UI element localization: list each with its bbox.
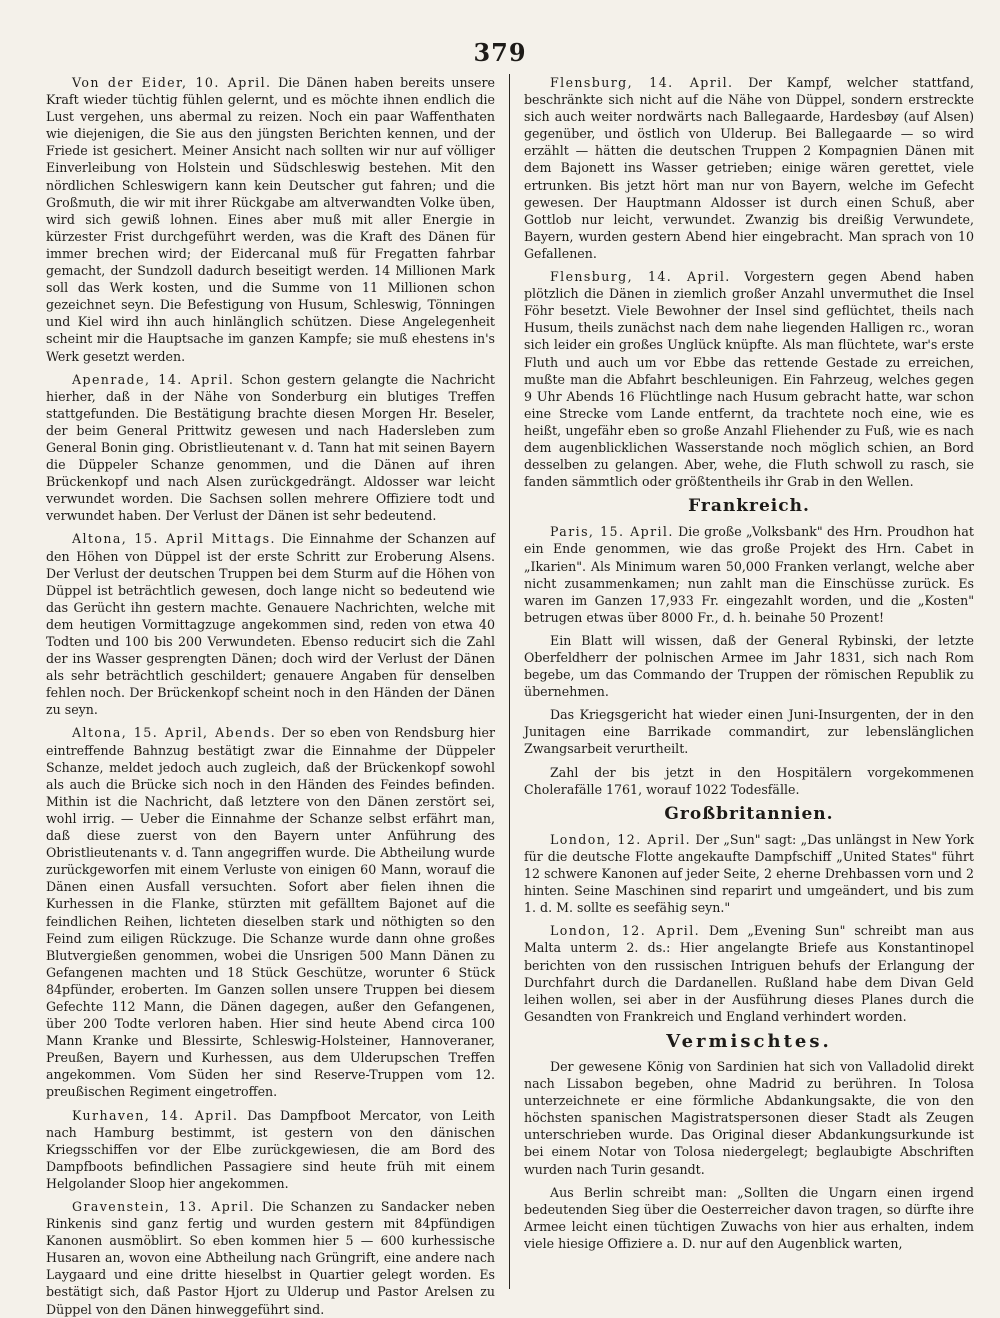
- dateline: Gravenstein, 13. April.: [72, 1199, 255, 1214]
- right-column: [510, 74, 974, 1289]
- dateline: Altona, 15. April, Abends.: [72, 725, 277, 741]
- article-text: Der gewesene König von Sardinien hat sich von Valladolid direkt nach Lissabon begeben, ohne Madrid zu berühren. In Tolosa unterzeichnete er eine förmliche Abdankungsakte, die von den höchsten spanischen Magistratspersonen dieser Stadt als Zeugen unterschrieben wurde. Das Original dieser Abdankungsurkunde ist bei einem Notar von Tolosa niedergelegt; beglaubigte Abschriften wurden nach Turin gesandt.: [524, 1058, 974, 1177]
- article-cholera: [524, 764, 974, 798]
- article-gravenstein: [46, 1198, 495, 1318]
- columns: [46, 74, 974, 1317]
- left-column: [46, 74, 510, 1317]
- section-heading-france: Frankreich.: [688, 496, 810, 517]
- article-text: Schon gestern gelangte die Nachricht hierher, daß in der Nähe von Sonderburg ein blutiges Treffen stattgefunden. Die Bestätigung brachte diesen Morgen Hr. Beseler, der beim General Prittwitz gewesen und nach Hadersleben zum General Bonin ging. Obristlieutenant v. d. Tann hat mit seinen Bayern die Düppeler Schanze genommen, und die Dänen auf ihren Brückenkopf und nach Alsen zurückgedrängt. Aldosser war leicht verwundet worden. Die Sachsen sollen mehrere Offiziere todt und verwundet haben. Der Verlust der Dänen ist sehr bedeutend.: [46, 371, 495, 524]
- page-number: 379: [473, 38, 527, 67]
- article-text: Ein Blatt will wissen, daß der General Rybinski, der letzte Oberfeldherr der polnischen Armee im Jahr 1831, sich nach Rom begebe, um das Commando der Truppen der römischen Republik zu übernehmen.: [524, 632, 974, 700]
- article-text: Das Dampfboot Mercator, von Leith nach Hamburg bestimmt, ist gestern von den dänischen Kriegsschiffen vor der Elbe zurückgewiesen, die am Bord des Dampfboots befindlichen Passagiere sind heute früh mit einem Helgolander Sloop hier angekommen.: [46, 1107, 495, 1191]
- article-text: Der so eben von Rendsburg hier eintreffende Bahnzug bestätigt zwar die Einnahme der Düppeler Schanze, meldet jedoch auch zugleich, daß der Brückenkopf sowohl als auch die Brücke sich noch in den Händen des Feindes befinden. Mithin ist die Nachricht, daß letztere von den Dänen zerstört sei, wohl irrig. — Ueber die Einnahme der Schanze selbst erfährt man, daß diese zuerst von den Bayern unter Anführung des Obristlieutenants v. d. Tann angegriffen wurde. Die Abtheilung wurde zurückgeworfen mit einem Verluste von einigen 60 Mann, worauf die Dänen einen Ausfall versuchten. Sofort aber fielen ihnen die Kurhessen in die Flanke, stürzten mit gefälltem Bajonet auf die feindlichen Reihen, lichteten dieselben stark und nöthigten so den Feind zum eiligen Rückzuge. Die Schanze wurde dann ohne großes Blutvergießen genommen, wobei die Unsrigen 500 Mann Dänen zu Gefangenen machten und 18 Stück Geschütze, worunter 6 Stück 84pfünder, eroberten. Im Ganzen sollen unsere Truppen bei diesem Gefechte 112 Mann, die Dänen dagegen, außer den Gefangenen, über 200 Todte verloren haben. Hier sind heute Abend circa 100 Mann Kranke und Blessirte, Schleswig-Holsteiner, Hannoveraner, Preußen, Bayern und Kurhessen, aus dem Ulderupschen Treffen angekommen. Vom Süden her sind Reserve-Truppen vom 12. preußischen Regiment eingetroffen.: [46, 725, 495, 1100]
- article-flensburg-2: [524, 268, 974, 490]
- article-berlin: [524, 1184, 974, 1252]
- article-text: Dem „Evening Sun" schreibt man aus Malta unterm 2. ds.: Hier angelangte Briefe aus Konstantinopel berichten von den russischen Intriguen behufs der Erlangung der Durchfahrt durch die Dardanellen. Rußland habe dem Divan Geld leihen wollen, sei aber in der Ausführung dieses Planes durch die Gesandten von Frankreich und England verhindert worden.: [524, 923, 974, 1024]
- article-altona-evening: [46, 724, 495, 1100]
- dateline: Paris, 15. April.: [550, 524, 674, 540]
- article-flensburg-1: [524, 74, 974, 262]
- article-london-sun: [524, 831, 974, 916]
- dateline: Kurhaven, 14. April.: [72, 1107, 239, 1123]
- article-paris: [524, 523, 974, 626]
- dateline: Flensburg, 14. April.: [550, 75, 734, 90]
- dateline: London, 12. April.: [550, 923, 701, 939]
- article-text: Die Schanzen zu Sandacker neben Rinkenis sind ganz fertig und wurden gestern mit 84pfündigen Kanonen ausmöblirt. So eben kommen hier 5 — 600 kurhessische Husaren an, wovon eine Abtheilung nach Grüngrift, eine andere nach Laygaard und eine dritte hieselbst in Quartier gelegt worden. Es bestätigt sich, daß Pastor Hjort zu Ulderup und Pastor Arelsen zu Düppel von den Dänen hinweggeführt sind.: [46, 1199, 495, 1317]
- article-apenrade: [46, 371, 495, 525]
- article-text: Zahl der bis jetzt in den Hospitälern vorgekommenen Cholerafälle 1761, worauf 1022 Todesfälle.: [524, 764, 974, 797]
- article-kurhaven: [46, 1107, 495, 1192]
- article-text: Die Einnahme der Schanzen auf den Höhen von Düppel ist der erste Schritt zur Eroberung Alsens. Der Verlust der deutschen Truppen bei dem Sturm auf die Höhen von Düppel ist beträchtlich gewesen, doch lange nicht so bedeutend wie das Gerücht ihn gestern machte. Genauere Nachrichten, welche mit dem heutigen Vormittagzuge angekommen sind, reden von etwa 40 Todten und 100 bis 200 Verwundeten. Ebenso reducirt sich die Zahl der ins Wasser gesprengten Dänen; doch wird der Verlust der Dänen als sehr beträchtlich geschildert; genauere Angaben für denselben fehlen noch. Der Brückenkopf scheint noch in den Händen der Dänen zu seyn.: [46, 531, 495, 718]
- article-altona-noon: [46, 530, 495, 718]
- article-text: Der Kampf, welcher stattfand, beschränkte sich nicht auf die Nähe von Düppel, sondern erstreckte sich auch weiter nordwärts nach Ballegaarde, Hardesbøy (auf Alsen) gegenüber, und östlich von Ulderup. Bei Ballegaarde — so wird erzählt — hätten die deutschen Truppen 2 Kompagnien Dänen mit dem Bajonett ins Wasser getrieben; einige wären gerettet, viele ertrunken. Bis jetzt hört man nur von Bayern, welche im Gefecht gewesen. Der Hauptmann Aldosser ist durch einen Schuß, aber Gottlob nur leicht, verwundet. Zwanzig bis dreißig Verwundete, Bayern, wurden gestern Abend hier eingebracht. Man sprach von 10 Gefallenen.: [524, 75, 974, 261]
- article-london-evening-sun: [524, 922, 974, 1025]
- article-text: Der „Sun" sagt: „Das unlängst in New York für die deutsche Flotte angekaufte Dampfschiff „United States" führt 12 schwere Kanonen auf jeder Seite, 2 eherne Drehbassen vorn und 2 hinten. Seine Maschinen sind reparirt und umgeändert, und bis zum 1. d. M. sollte es seefähig seyn.": [524, 831, 974, 916]
- article-text: Die Dänen haben bereits unsere Kraft wieder tüchtig fühlen gelernt, und es möchte ihnen endlich die Lust vergehen, uns abermal zu reizen. Noch ein paar Waffenthaten wie diejenigen, die Sie aus den jüngsten Berichten kennen, und der Friede ist gesichert. Meiner Ansicht nach sollten wir nur auf völliger Einverleibung von Holstein und Südschleswig bestehen. Mit den nördlichen Schleswigern kann kein Deutscher gut fahren; und die Großmuth, die wir mit ihrer Rückgabe am altverwandten Volke üben, wird sich gewiß lohnen. Eines aber muß mit aller Energie in kürzester Frist durchgeführt werden, was die Kraft des Dänen für immer brechen wird; der Eidercanal muß für Fregatten fahrbar gemacht, der Sundzoll dadurch beseitigt werden. 14 Millionen Mark soll das Werk kosten, und die Summe von 11 Millionen schon gezeichnet seyn. Die Befestigung von Husum, Schleswig, Tönningen und Kiel wird ihn auch hinlänglich schützen. Diese Angelegenheit scheint mir die Hauptsache im ganzen Kampfe; sie muß ehestens in's Werk gesetzt werden.: [46, 75, 495, 364]
- article-text: Aus Berlin schreibt man: „Sollten die Ungarn einen irgend bedeutenden Sieg über die Oesterreicher davon tragen, so dürfte ihre Armee leicht einen tüchtigen Zuwachs von hier aus erhalten, indem viele hiesige Offiziere a. D. nur auf den Augenblick warten,: [524, 1184, 974, 1251]
- dateline: Altona, 15. April Mittags.: [72, 531, 276, 547]
- article-court-martial: [524, 706, 974, 757]
- section-heading-britain: Großbritannien.: [664, 803, 834, 824]
- article-text: Vorgestern gegen Abend haben plötzlich die Dänen in ziemlich großer Anzahl unvermuthet die Insel Föhr besetzt. Viele Bewohner der Insel sind geflüchtet, theils nach Husum, theils zunächst nach dem nahe liegenden Halligen rc., woran sich leider ein großes Unglück knüpfte. Als man flüchtete, war's erste Fluth und auch um vor Ebbe das rettende Gestade zu erreichen, mußte man die Abfahrt beschleunigen. Ein Fahrzeug, welches gegen 9 Uhr Abends 16 Flüchtlinge nach Husum gebracht hatte, war schon eine Strecke vom Lande entfernt, da trachtete noch eine, wie es heißt, ungefähr eben so große Anzahl Fliehender zu Fuß, wie es nach dem augenblicklichen Wasserstande noch möglich schien, an Bord desselben zu gelangen. Aber, wehe, die Fluth schwoll zu rasch, sie fanden sämmtlich oder größtentheils ihr Grab in den Wellen.: [524, 269, 974, 490]
- section-heading-misc: Vermischtes.: [666, 1030, 832, 1052]
- dateline: London, 12. April.: [550, 831, 692, 847]
- dateline: Apenrade, 14. April.: [72, 371, 235, 387]
- article-sardinia: [524, 1058, 974, 1178]
- article-text: Das Kriegsgericht hat wieder einen Juni-Insurgenten, der in den Junitagen eine Barrikade commandirt, zur lebenslänglichen Zwangsarbeit verurtheilt.: [524, 707, 974, 757]
- article-rybinski: [524, 632, 974, 700]
- dateline: Flensburg, 14. April.: [550, 269, 731, 285]
- article-text: Die große „Volksbank" des Hrn. Proudhon hat ein Ende genommen, wie das große Projekt des Hrn. Cabet in „Ikarien". Als Minimum waren 50,000 Franken verlangt, welche aber nicht zusammenkamen; nun zahlt man die Einschüsse zurück. Es waren im Ganzen 17,933 Fr. eingezahlt worden, und die „Kosten" betrugen etwas über 8000 Fr., d. h. beinahe 50 Prozent!: [524, 524, 974, 625]
- dateline: Von der Eider, 10. April.: [72, 75, 272, 90]
- article-eider: [46, 74, 495, 365]
